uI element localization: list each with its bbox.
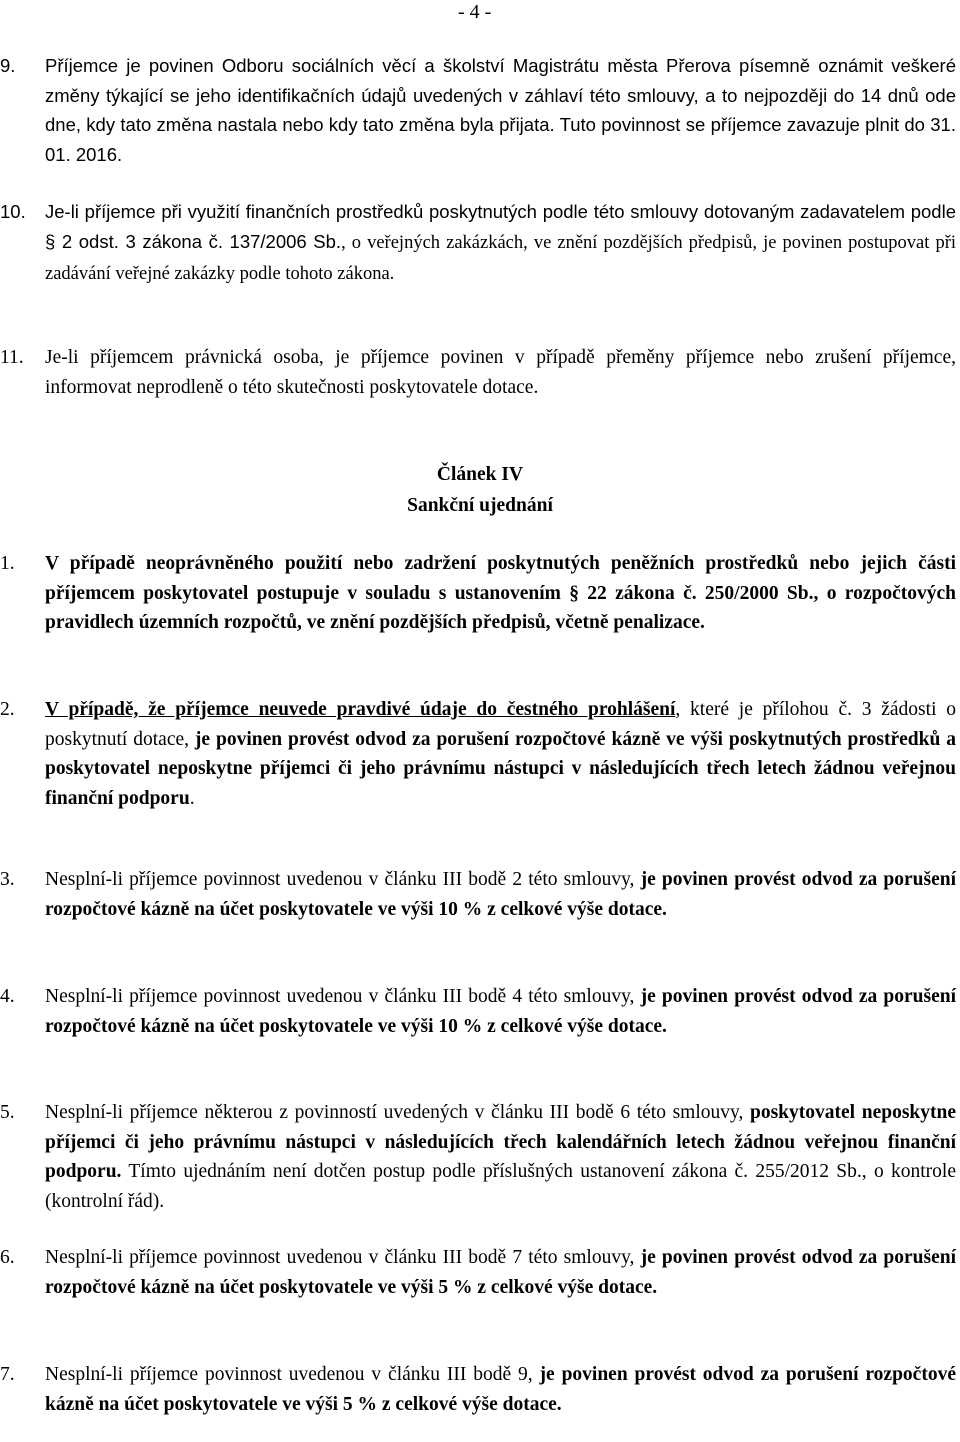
sanction-2 xyxy=(0,695,956,813)
sanction-3 xyxy=(0,865,956,924)
clause-text xyxy=(45,197,956,290)
clause-segment: Nesplní-li příjemce povinnost uvedenou v článku III bodě 2 této smlouvy, xyxy=(45,869,641,890)
clause-text xyxy=(45,695,956,813)
clause-text xyxy=(45,982,956,1041)
clause-number: 10. xyxy=(0,201,26,222)
clause-segment: je povinen provést odvod za porušení rozpočtové kázně ve výši poskytnutých prostředků a poskytovatel neposkytne příjemci či jeho právnímu nástupci v následujících třech letech žádnou veřejnou finanční podporu xyxy=(45,728,956,809)
clause-segment: Nesplní-li příjemce povinnost uvedenou v článku III bodě 7 této smlouvy, xyxy=(45,1247,641,1268)
article-subtitle: Sankční ujednání xyxy=(407,495,553,516)
clause-segment: Tímto ujednáním není dotčen postup podle příslušných ustanovení zákona č. 255/2012 Sb., o kontrole (kontrolní řád). xyxy=(45,1161,956,1212)
clause-number: 9. xyxy=(0,55,16,76)
clause-9 xyxy=(0,51,956,169)
clause-text xyxy=(45,1360,956,1419)
clause-11 xyxy=(0,343,956,402)
sanction-7 xyxy=(0,1360,956,1419)
clause-segment: je povinen provést odvod za porušení rozpočtové kázně na účet poskytovatele ve výši 5 % z celkové výše dotace. xyxy=(45,1247,957,1298)
clause-text xyxy=(45,51,956,169)
clause-text xyxy=(45,1243,956,1302)
clause-number: 7. xyxy=(0,1364,15,1385)
clause-number: 5. xyxy=(0,1102,15,1123)
clause-segment: Je-li příjemcem právnická osoba, je příjemce povinen v případě přeměny příjemce nebo zrušení příjemce, informovat neprodleně o této skutečnosti poskytovatele dotace. xyxy=(45,347,956,398)
clause-number: 4. xyxy=(0,986,15,1007)
clause-segment: V případě, že příjemce neuvede pravdivé údaje do čestného prohlášení xyxy=(45,699,676,720)
clause-segment: V případě neoprávněného použití nebo zadržení poskytnutých peněžních prostředků nebo jejich části příjemcem poskytovatel postupuje v souladu s ustanovením § 22 zákona č. 250/2000 Sb., o rozpočtových pravidlech územních rozpočtů, ve znění pozdějších předpisů, včetně penalizace. xyxy=(45,553,956,633)
clause-segment: Nesplní-li příjemce povinnost uvedenou v článku III bodě 4 této smlouvy, xyxy=(45,986,641,1007)
clause-segment: . xyxy=(189,787,195,809)
sanction-4 xyxy=(0,982,956,1041)
sanction-1 xyxy=(0,549,956,638)
clause-segment: Nesplní-li příjemce některou z povinností uvedených v článku III bodě 6 této smlouvy, xyxy=(45,1102,750,1123)
clause-segment: Nesplní-li příjemce povinnost uvedenou v článku III bodě 9, xyxy=(45,1364,540,1385)
clause-segment: je povinen provést odvod za porušení rozpočtové kázně na účet poskytovatele ve výši 10 % z celkové výše dotace. xyxy=(45,869,957,920)
clause-number: 11. xyxy=(0,347,24,368)
clause-number: 3. xyxy=(0,869,15,890)
clause-segment: , o veřejných zakázkách, ve znění pozdějších předpisů, je povinen postupovat při zadávání veřejné zakázky podle tohoto zákona. xyxy=(45,232,956,284)
clause-text xyxy=(45,343,956,402)
clause-segment: je povinen provést odvod za porušení rozpočtové kázně na účet poskytovatele ve výši 10 % z celkové výše dotace. xyxy=(45,986,957,1037)
clause-segment: Je-li příjemce při využití finančních prostředků poskytnutých podle této smlouvy dotovaným zadavatelem podle § 2 odst. 3 zákona č. 137/2006 Sb. xyxy=(45,201,956,252)
clause-text xyxy=(45,1098,956,1216)
clause-number: 1. xyxy=(0,553,15,574)
sanction-6 xyxy=(0,1243,956,1302)
page-number: - 4 - xyxy=(458,1,492,23)
clause-number: 2. xyxy=(0,699,15,720)
clause-number: 6. xyxy=(0,1247,15,1268)
clause-10 xyxy=(0,197,956,290)
sanction-5 xyxy=(0,1098,956,1216)
clause-segment: poskytovatel neposkytne příjemci či jeho právnímu nástupci v následujících třech kalendářních letech žádnou veřejnou finanční podporu. xyxy=(45,1102,956,1182)
clause-text xyxy=(45,865,956,924)
clause-segment: , které je přílohou č. 3 žádosti o poskytnutí dotace, xyxy=(45,699,956,750)
article-title: Článek IV xyxy=(436,464,524,485)
clause-segment: je povinen provést odvod za porušení rozpočtové kázně na účet poskytovatele ve výši 5 % z celkové výše dotace. xyxy=(45,1364,956,1415)
clause-segment: Příjemce je povinen Odboru sociálních věcí a školství Magistrátu města Přerova písemně oznámit veškeré změny týkající se jeho identifikačních údajů uvedených v záhlaví této smlouvy, a to nejpozději do 14 dnů ode dne, kdy tato změna nastala nebo kdy tato změna byla přijata. Tuto povinnost se příjemce zavazuje plnit do 31. 01. 2016. xyxy=(45,55,956,165)
clause-text xyxy=(45,549,956,638)
